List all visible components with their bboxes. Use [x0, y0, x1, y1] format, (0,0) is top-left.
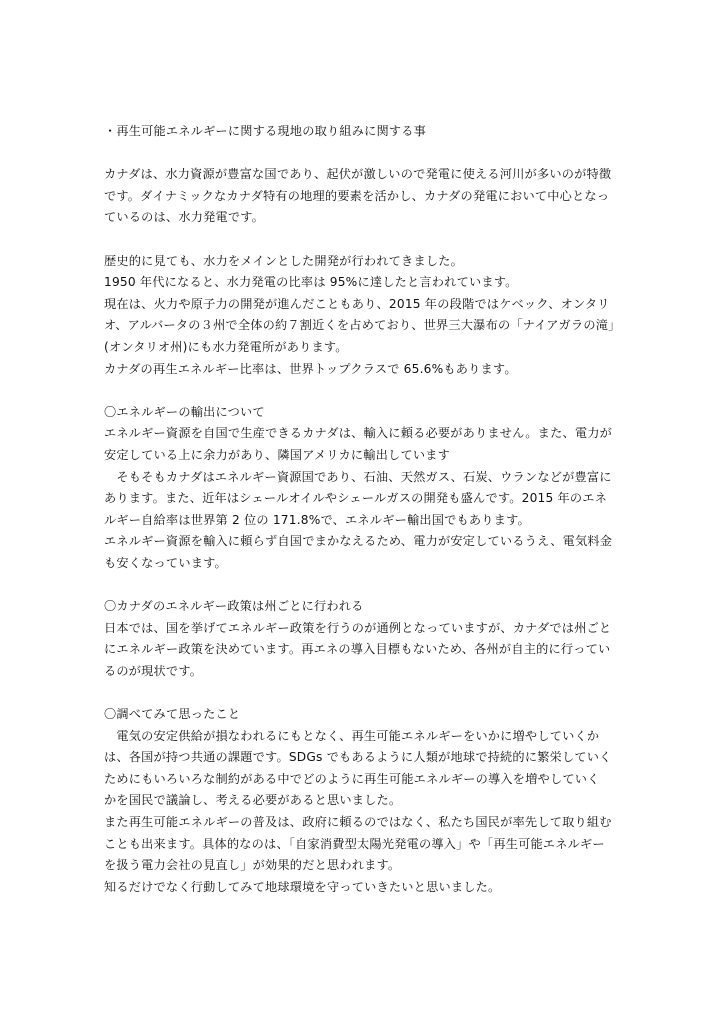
- history-paragraph: [104, 251, 627, 381]
- export-paragraph: [104, 423, 627, 574]
- history-line: 歴史的に見ても、水力をメインとした開発が行われてきました。: [104, 253, 463, 268]
- export-line: も安くなっています。: [104, 555, 227, 570]
- spacer: [104, 682, 627, 704]
- intro-paragraph: [104, 164, 627, 229]
- document-title: ・再生可能エネルギーに関する現地の取り組みに関する事: [104, 124, 427, 138]
- intro-line: です。ダイナミックなカナダ特有の地理的要素を活かし、カナダの発電において中心となっ: [104, 188, 610, 203]
- policy-paragraph: [104, 618, 627, 683]
- intro-line: ているのは、水力発電です。: [104, 210, 265, 225]
- thoughts-line: 知るだけでなく行動してみて地球環境を守っていきたいと思いました。: [104, 879, 501, 894]
- thoughts-line: を扱う電力会社の見直し」が効果的だと思われます。: [104, 858, 401, 873]
- spacer: [104, 229, 627, 251]
- policy-heading: 〇カナダのエネルギー政策は州ごとに行われる: [104, 599, 364, 614]
- export-line: ルギー自給率は世界第 2 位の 171.8%で、エネルギー輸出国でもあります。: [104, 512, 530, 527]
- history-line: 1950 年代になると、水力発電の比率は 95%に達したと言われています。: [104, 275, 518, 290]
- history-line: 現在は、火力や原子力の開発が進んだこともあり、2015 年の段階ではケベック、オンタリ: [104, 296, 610, 311]
- spacer: [104, 380, 627, 402]
- document-body: [104, 121, 627, 898]
- thoughts-line: かを国民で議論し、考える必要があると思いました。: [104, 793, 402, 808]
- thoughts-line: は、各国が持つ共通の課題です。SDGs でもあるように人類が地球で持続的に繁栄していく: [104, 750, 612, 765]
- export-line: エネルギー資源を自国で生産できるカナダは、輸入に頼る必要がありません。また、電力が: [104, 426, 613, 441]
- policy-line: 日本では、国を挙げてエネルギー政策を行うのが通例となっていますが、カナダでは州ごと: [104, 620, 612, 635]
- spacer: [104, 143, 627, 165]
- history-line: (オンタリオ州)にも水力発電所があります。: [104, 339, 348, 354]
- history-line: オ、アルバータの３州で全体の約７割近くを占めており、世界三大瀑布の「ナイアガラの滝」: [104, 318, 621, 333]
- export-line: 安定している上に余力があり、隣国アメリカに輸出しています: [104, 447, 450, 462]
- thoughts-line: ためにもいろいろな制約がある中でどのように再生可能エネルギーの導入を増やしていく: [104, 771, 600, 786]
- thoughts-paragraph: [104, 726, 627, 899]
- history-line: カナダの再生エネルギー比率は、世界トップクラスで 65.6%もあります。: [104, 361, 517, 376]
- intro-line: カナダは、水力資源が豊富な国であり、起伏が激しいので発電に使える河川が多いのが特徴: [104, 167, 612, 182]
- policy-line: にエネルギー政策を決めています。再エネの導入目標もないため、各州が自主的に行ってい: [104, 642, 611, 657]
- spacer: [104, 574, 627, 596]
- thoughts-line: ことも出来ます。具体的なのは、「自家消費型太陽光発電の導入」や「再生可能エネルギー: [104, 836, 605, 851]
- export-heading: 〇エネルギーの輸出について: [104, 404, 265, 419]
- thoughts-line: また再生可能エネルギーの普及は、政府に頼るのではなく、私たち国民が率先して取り組む: [104, 815, 612, 829]
- policy-line: るのが現状です。: [104, 663, 203, 678]
- export-line: エネルギー資源を輸入に頼らず自国でまかなえるため、電力が安定しているうえ、電気料金: [104, 534, 613, 549]
- thoughts-line: 電気の安定供給が損なわれるにもとなく、再生可能エネルギーをいかに増やしていくか: [104, 728, 600, 743]
- export-line: あります。また、近年はシェールオイルやシェールガスの開発も盛んです。2015 年のエネ: [104, 491, 608, 506]
- export-line: そもそもカナダはエネルギー資源国であり、石油、天然ガス、石炭、ウランなどが豊富に: [104, 469, 612, 484]
- thoughts-heading: 〇調べてみて思ったこと: [104, 707, 241, 722]
